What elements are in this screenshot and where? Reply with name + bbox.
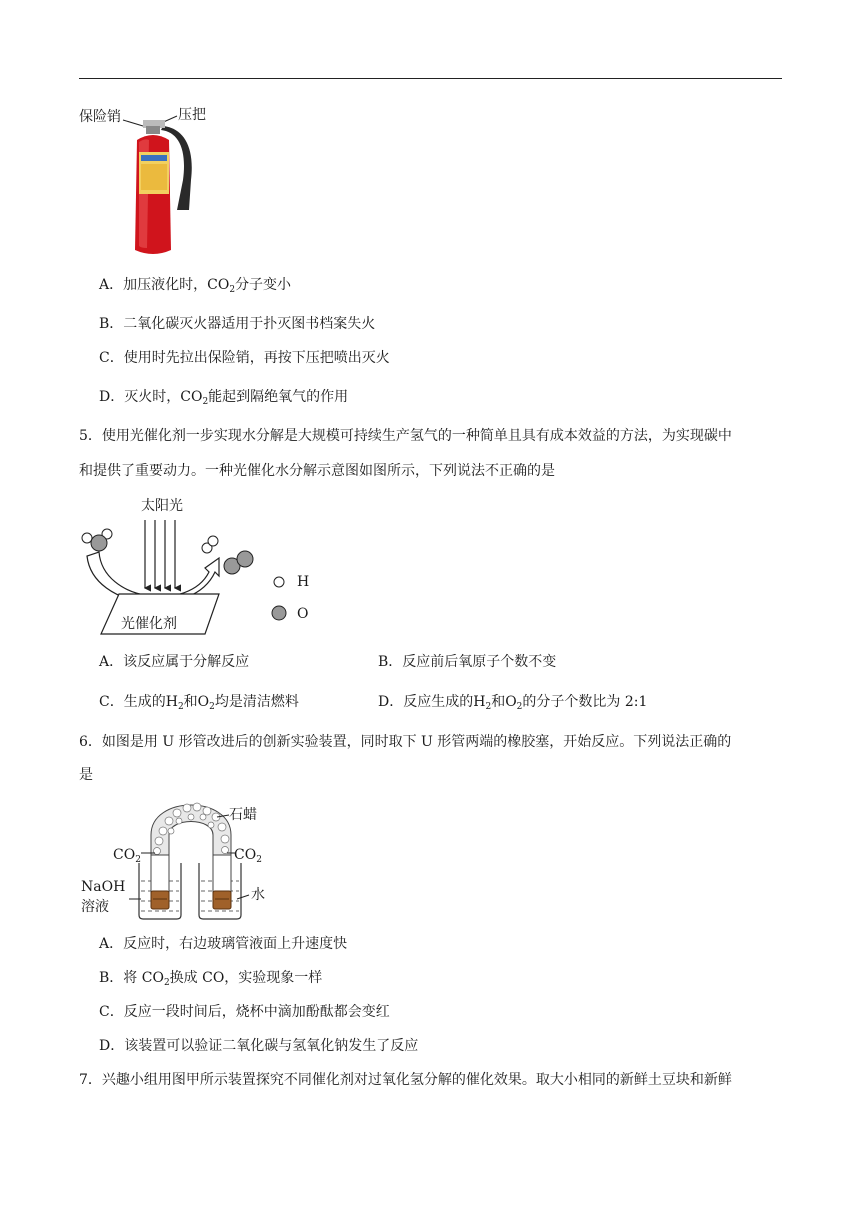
label-solution: 溶液 [81, 899, 109, 915]
label-co2-right: $CO_2$ [234, 847, 262, 865]
q4-option-b[interactable]: B．二氧化碳灭火器适用于扑灭图书档案失火 [99, 316, 376, 332]
q6-option-a[interactable]: A．反应时，右边玻璃管液面上升速度快 [99, 936, 348, 952]
label-paraffin: 石蜡 [229, 807, 257, 823]
label-safety-pin: 保险销 [79, 109, 121, 125]
q6-option-d[interactable]: D．该装置可以验证二氧化碳与氢氧化钠发生了反应 [99, 1038, 419, 1054]
q4-option-c[interactable]: C．使用时先拉出保险销，再按下压把喷出灭火 [99, 350, 390, 366]
q6-stem-line1: 6．如图是用 U 形管改进后的创新实验装置，同时取下 U 形管两端的橡胶塞，开始反应。下列说法正确的 [79, 734, 732, 750]
legend-oxygen: O [297, 606, 309, 622]
extinguisher-icon [79, 100, 229, 260]
q5-option-c[interactable]: C．生成的$H_2$和$O_2$均是清洁燃料 [99, 694, 299, 712]
label-water: 水 [251, 887, 265, 903]
q5-option-b[interactable]: B．反应前后氧原子个数不变 [378, 654, 557, 670]
u-tube-figure [79, 795, 279, 925]
q6-option-b[interactable]: B．将 $CO_2$换成 CO，实验现象一样 [99, 970, 323, 988]
q5-option-d[interactable]: D．反应生成的$H_2$和$O_2$的分子个数比为 2:1 [378, 694, 648, 712]
label-sunlight: 太阳光 [141, 498, 183, 514]
legend-hydrogen: H [297, 574, 310, 590]
q5-stem-line1: 5．使用光催化剂一步实现水分解是大规模可持续生产氢气的一种简单且具有成本效益的方法，为实现碳中 [79, 428, 732, 444]
extinguisher-figure [79, 100, 229, 260]
q7-stem-line1: 7．兴趣小组用图甲所示装置探究不同催化剂对过氧化氢分解的催化效果。取大小相同的新鲜土豆块和新鲜 [79, 1072, 732, 1088]
header-rule [79, 78, 782, 79]
q5-option-a[interactable]: A．该反应属于分解反应 [99, 654, 250, 670]
label-naoh: NaOH [81, 879, 126, 895]
photocatalysis-figure [79, 492, 339, 640]
label-co2-left: $CO_2$ [113, 847, 141, 865]
q4-option-a[interactable]: A．加压液化时，$CO_2$分子变小 [99, 277, 292, 295]
label-catalyst: 光催化剂 [121, 616, 177, 632]
label-handle: 压把 [178, 107, 206, 123]
q6-option-c[interactable]: C．反应一段时间后，烧杯中滴加酚酞都会变红 [99, 1004, 390, 1020]
q4-option-d[interactable]: D．灭火时，$CO_2$能起到隔绝氧气的作用 [99, 389, 349, 407]
q5-stem-line2: 和提供了重要动力。一种光催化水分解示意图如图所示，下列说法不正确的是 [79, 463, 555, 479]
q6-stem-line2: 是 [79, 767, 93, 783]
